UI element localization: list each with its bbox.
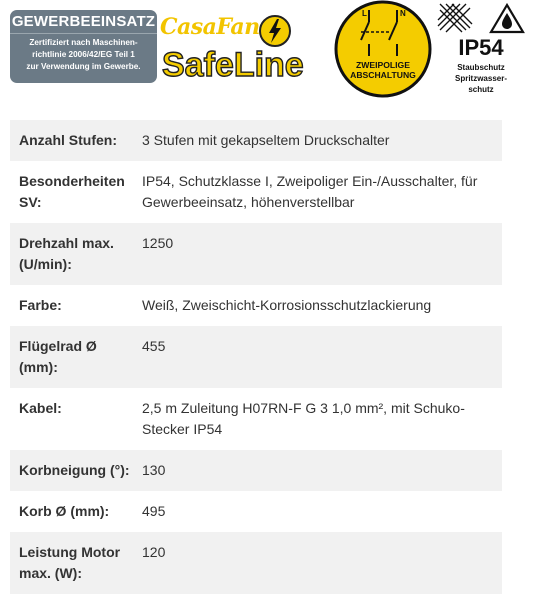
- spec-value: Weiß, Zweischicht-Korrosionsschutzlackierung: [142, 297, 432, 313]
- spec-value: 130: [142, 462, 166, 478]
- gewerbeeinsatz-line: richtlinie 2006/42/EG Teil 1: [32, 50, 135, 59]
- certification-badges: [0, 0, 547, 112]
- spec-label: Korb Ø (mm):: [19, 503, 110, 519]
- spec-label: Kabel:: [19, 400, 62, 416]
- spec-value: 1250: [142, 235, 174, 251]
- spec-label: Farbe:: [19, 297, 62, 313]
- zweipolige-line: ZWEIPOLIGE: [356, 60, 410, 70]
- spec-value: 2,5 m Zuleitung H07RN-F G 3 1,0 mm², mit Schuko-Stecker IP54: [142, 400, 465, 437]
- spec-label: Leistung Motor max. (W):: [19, 544, 121, 581]
- table-row: [10, 326, 502, 388]
- spec-value: 455: [142, 338, 166, 354]
- table-row: [10, 285, 502, 326]
- zweipolige-abschaltung-icon: [331, 0, 435, 98]
- gewerbeeinsatz-text: [10, 34, 157, 73]
- ip54-label: IP54: [458, 35, 504, 60]
- ip-line: Staubschutz: [457, 63, 505, 72]
- gewerbeeinsatz-title: GEWERBEEINSATZ: [10, 10, 157, 34]
- spec-value: 3 Stufen mit gekapseltem Druckschalter: [142, 132, 390, 148]
- ip54-subtext: [439, 62, 523, 95]
- casafan-logo: CasaFan: [160, 14, 260, 40]
- table-row: [10, 491, 502, 532]
- lightning-bolt-icon: [258, 14, 292, 48]
- ip-line: Spritzwasser-: [454, 74, 508, 83]
- spec-label: Korbneigung (°):: [19, 462, 130, 478]
- zweipolige-abschaltung-text: [331, 60, 435, 80]
- spec-label: Flügelrad Ø (mm):: [19, 338, 97, 375]
- spec-value: IP54, Schutzklasse I, Zweipoliger Ein-/Ausschalter, für Gewerbeeinsatz, höhenverstellbar: [142, 173, 478, 210]
- gewerbeeinsatz-line: Zertifiziert nach Maschinen-: [29, 38, 138, 47]
- spec-label: Besonderheiten SV:: [19, 173, 125, 210]
- table-row: [10, 120, 502, 161]
- zweipolige-line: ABSCHALTUNG: [350, 70, 416, 80]
- table-row: [10, 532, 502, 594]
- gewerbeeinsatz-line: zur Verwendung im Gewerbe.: [26, 62, 141, 71]
- spec-value: 495: [142, 503, 166, 519]
- table-row: [10, 161, 502, 223]
- switch-label: L: [362, 9, 367, 18]
- switch-label: N: [400, 9, 406, 18]
- safeline-logo: SafeLine: [162, 46, 304, 84]
- ip-line: schutz: [468, 85, 494, 94]
- spec-value: 120: [142, 544, 166, 560]
- dust-protection-icon: [438, 4, 472, 32]
- gewerbeeinsatz-badge: [10, 10, 157, 83]
- table-row: [10, 450, 502, 491]
- table-row: [10, 388, 502, 450]
- table-row: [10, 223, 502, 285]
- splash-water-icon: [491, 5, 523, 32]
- spec-label: Drehzahl max. (U/min):: [19, 235, 114, 272]
- spec-table: [10, 120, 502, 594]
- spec-label: Anzahl Stufen:: [19, 132, 117, 148]
